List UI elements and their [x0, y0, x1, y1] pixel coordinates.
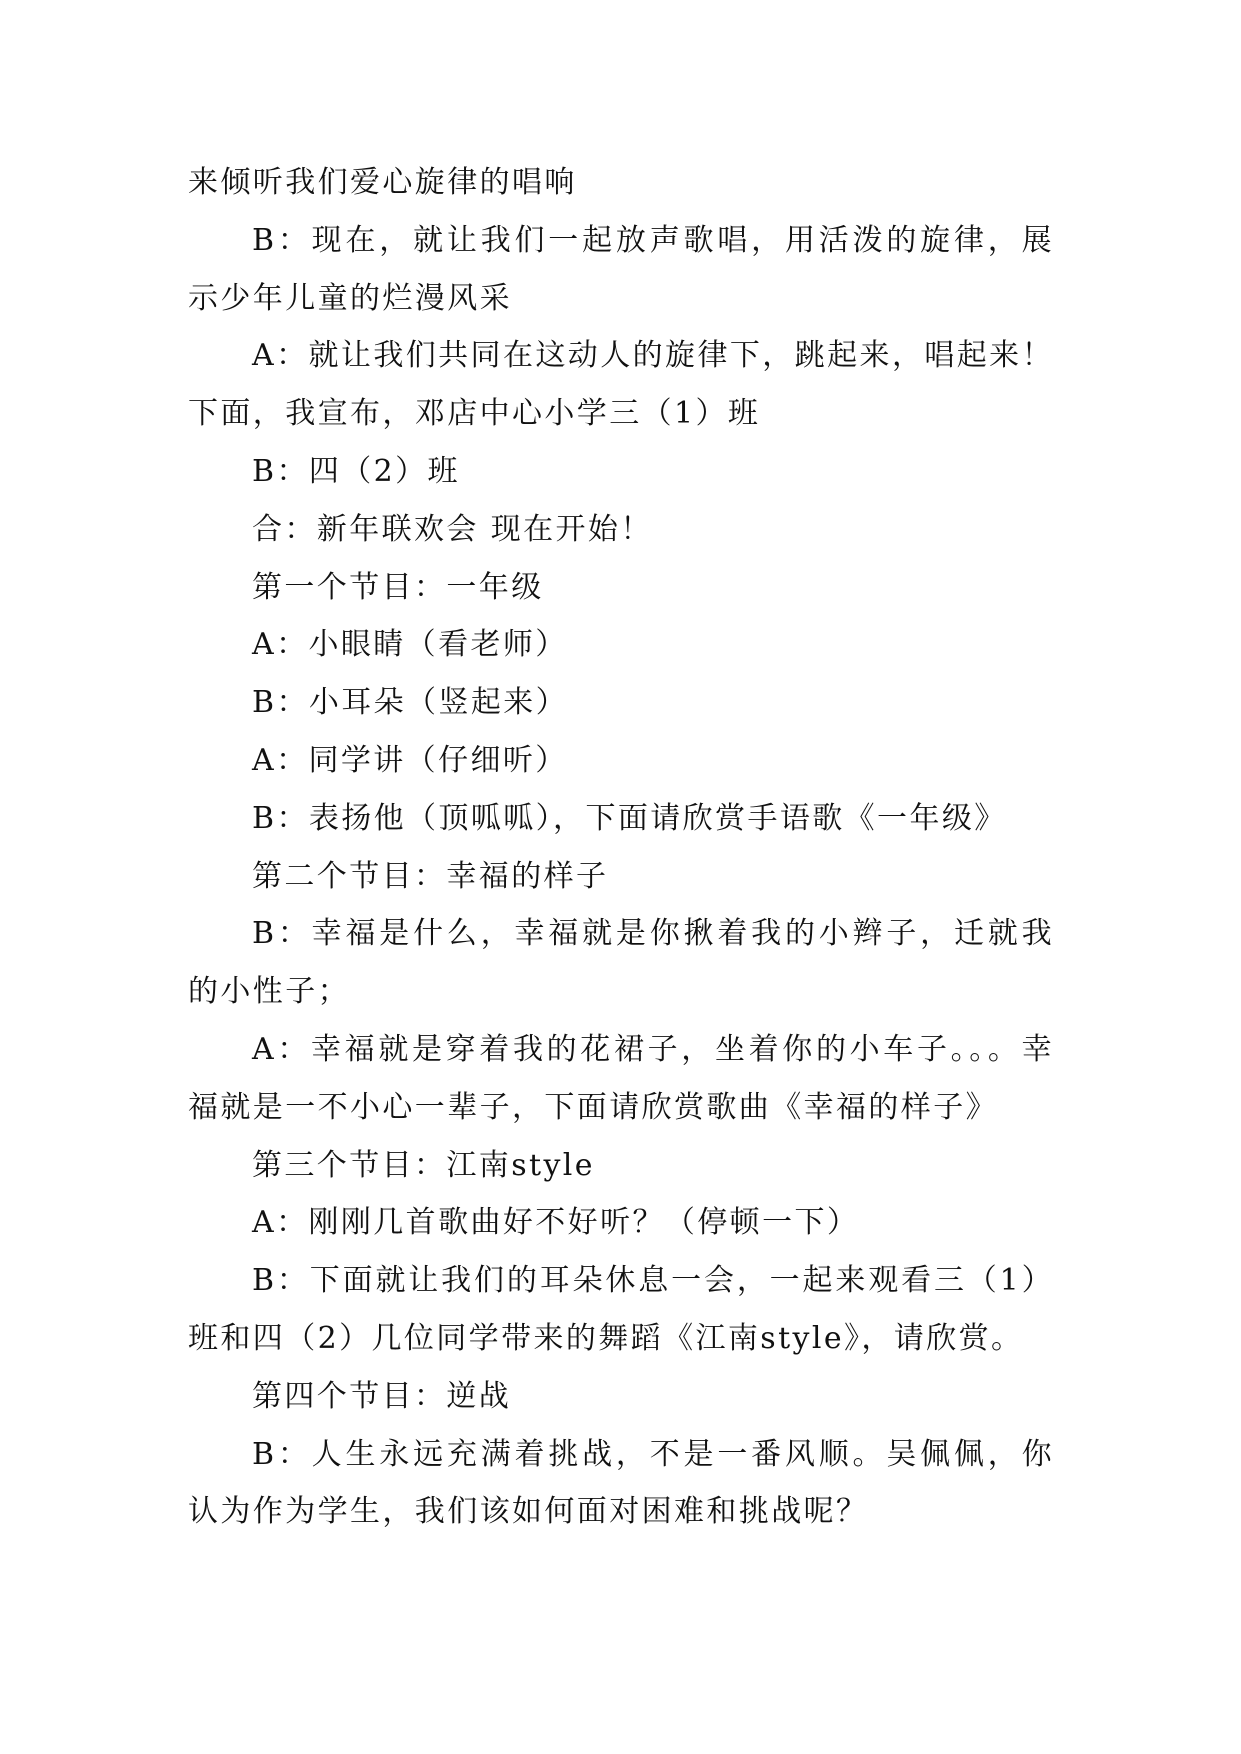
paragraph — [188, 1426, 1054, 1542]
paragraph — [188, 1194, 1054, 1252]
paragraph — [188, 616, 1054, 674]
paragraph-line: 示少年儿童的烂漫风采 — [188, 280, 512, 316]
paragraph — [188, 674, 1054, 732]
paragraph-line: A：幸福就是穿着我的花裙子，坐着你的小车子。。。幸 — [252, 1031, 1054, 1067]
paragraph-line: 第一个节目：一年级 — [252, 569, 544, 605]
paragraph — [188, 732, 1054, 790]
paragraph — [188, 905, 1054, 1021]
paragraph-line: 第四个节目：逆战 — [252, 1378, 512, 1414]
paragraph-line: A：刚刚几首歌曲好不好听？（停顿一下） — [252, 1205, 860, 1241]
paragraph-line: A：小眼睛（看老师） — [252, 627, 568, 663]
paragraph-line: B：下面就让我们的耳朵休息一会，一起来观看三（1） — [252, 1263, 1054, 1299]
paragraph-line: A：同学讲（仔细听） — [252, 742, 568, 778]
paragraph — [188, 1021, 1054, 1137]
paragraph-line: B：四（2）班 — [252, 453, 460, 489]
paragraph — [188, 443, 1054, 501]
paragraph-line: 认为作为学生，我们该如何面对困难和挑战呢？ — [188, 1494, 869, 1530]
paragraph-line: 的小性子； — [188, 974, 350, 1010]
program-title — [188, 1368, 1054, 1426]
document-body — [188, 154, 1054, 1541]
paragraph-line: 第三个节目：江南style — [252, 1147, 595, 1183]
paragraph — [188, 212, 1054, 328]
program-title — [188, 848, 1054, 906]
paragraph-line: 下面，我宣布，邓店中心小学三（1）班 — [188, 396, 761, 432]
paragraph-line: 来倾听我们爱心旋律的唱响 — [188, 165, 577, 200]
paragraph-line: B：人生永远充满着挑战，不是一番风顺。吴佩佩，你 — [252, 1436, 1054, 1472]
paragraph — [188, 154, 1054, 212]
paragraph-line: 第二个节目：幸福的样子 — [252, 858, 609, 894]
paragraph-line: B：幸福是什么，幸福就是你揪着我的小辫子，迁就我 — [252, 916, 1054, 952]
paragraph — [188, 327, 1054, 443]
paragraph-line: B：现在，就让我们一起放声歌唱，用活泼的旋律，展 — [252, 222, 1054, 258]
program-title — [188, 1137, 1054, 1195]
paragraph-line: 合：新年联欢会 现在开始！ — [252, 511, 653, 547]
paragraph-line: B：表扬他（顶呱呱），下面请欣赏手语歌《一年级》 — [252, 800, 1007, 836]
paragraph-line: 班和四（2）几位同学带来的舞蹈《江南style》，请欣赏。 — [188, 1320, 1024, 1356]
paragraph-line: 福就是一不小心一辈子，下面请欣赏歌曲《幸福的样子》 — [188, 1089, 998, 1125]
paragraph — [188, 501, 1054, 559]
program-title — [188, 559, 1054, 617]
paragraph — [188, 1252, 1054, 1368]
paragraph — [188, 790, 1054, 848]
paragraph-line: A：就让我们共同在这动人的旋律下，跳起来，唱起来！ — [252, 338, 1054, 374]
paragraph-line: B：小耳朵（竖起来） — [252, 685, 569, 721]
